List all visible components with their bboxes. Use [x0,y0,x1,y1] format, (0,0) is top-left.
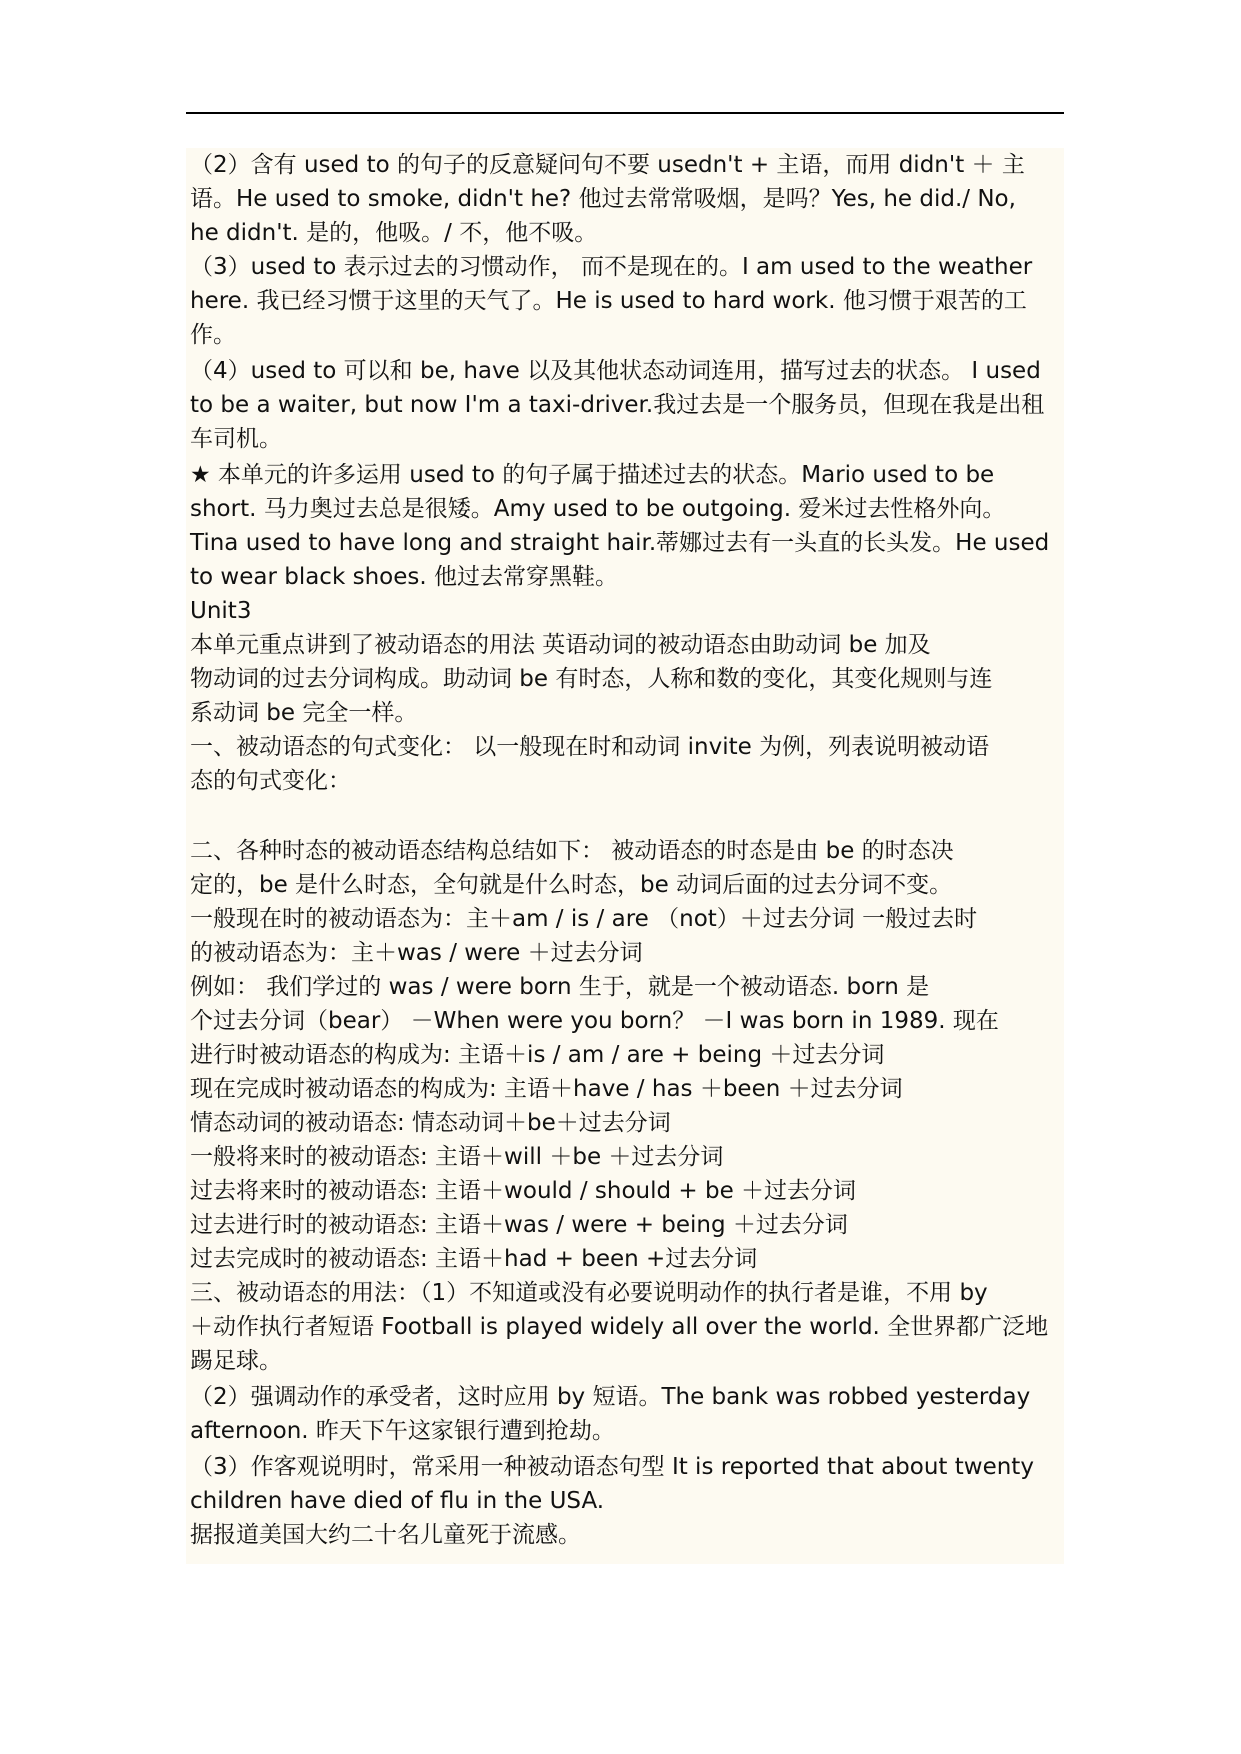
text-line: （2）含有 used to 的句子的反意疑问句不要 usedn't + 主语，而用 didn't ＋ 主 [190,152,1025,178]
text-line: 的被动语态为：主＋was / were ＋过去分词 [190,940,643,966]
text-line: （3）used to 表示过去的习惯动作， 而不是现在的。I am used to the weather [190,254,1033,280]
document-body [186,148,1064,1564]
text-line: 踢足球。 [190,1348,282,1374]
text-line: 例如： 我们学过的 was / were born 生于，就是一个被动语态. born 是 [190,974,930,1000]
text-line: Tina used to have long and straight hair.蒂娜过去有一头直的长头发。He used [190,530,1050,556]
section-heading: 一、被动语态的句式变化： 以一般现在时和动词 invite 为例，列表说明被动语 [190,734,990,760]
text-line: 现在完成时被动语态的构成为: 主语＋have / has ＋been ＋过去分词 [190,1076,903,1102]
text-line: 过去完成时的被动语态: 主语＋had + been +过去分词 [190,1246,758,1272]
text-line: 语。He used to smoke, didn't he? 他过去常常吸烟，是吗？Yes, he did./ No, [190,186,1016,212]
text-line: （3）作客观说明时，常采用一种被动语态句型 It is reported that about twenty [190,1454,1034,1480]
text-line: to wear black shoes. 他过去常穿黑鞋。 [190,564,618,590]
text-line: he didn't. 是的，他吸。/ 不，他不吸。 [190,220,598,246]
text-line: 物动词的过去分词构成。助动词 be 有时态，人称和数的变化，其变化规则与连 [190,666,993,692]
text-line: 据报道美国大约二十名儿童死于流感。 [190,1522,581,1548]
text-line: afternoon. 昨天下午这家银行遭到抢劫。 [190,1418,615,1444]
unit-heading: Unit3 [190,598,252,624]
section-heading: 二、各种时态的被动语态结构总结如下： 被动语态的时态是由 be 的时态决 [190,838,954,864]
text-line: 过去进行时的被动语态: 主语＋was / were + being ＋过去分词 [190,1212,848,1238]
text-line: 一般现在时的被动语态为：主＋am / is / are （not）＋过去分词 一般过去时 [190,906,978,932]
text-line: 车司机。 [190,426,282,452]
text-line: ★ 本单元的许多运用 used to 的句子属于描述过去的状态。Mario used to be [190,462,995,488]
text-line: 情态动词的被动语态: 情态动词＋be＋过去分词 [190,1110,671,1136]
section-heading: 三、被动语态的用法：（1）不知道或没有必要说明动作的执行者是谁，不用 by [190,1280,988,1306]
text-line: 进行时被动语态的构成为: 主语＋is / am / are + being ＋过去分词 [190,1042,885,1068]
text-line: 本单元重点讲到了被动语态的用法 英语动词的被动语态由助动词 be 加及 [190,632,931,658]
text-line: （4）used to 可以和 be, have 以及其他状态动词连用，描写过去的状态。 I used [190,358,1041,384]
text-line: children have died of flu in the USA. [190,1488,605,1514]
header-rule [186,112,1064,114]
text-line: here. 我已经习惯于这里的天气了。He is used to hard work. 他习惯于艰苦的工 [190,288,1027,314]
text-line: short. 马力奥过去总是很矮。Amy used to be outgoing. 爱米过去性格外向。 [190,496,1006,522]
text-line: （2）强调动作的承受者，这时应用 by 短语。The bank was robbed yesterday [190,1384,1031,1410]
text-line: 定的，be 是什么时态，全句就是什么时态，be 动词后面的过去分词不变。 [190,872,953,898]
text-line: 过去将来时的被动语态: 主语＋would / should + be ＋过去分词 [190,1178,857,1204]
text-line: 作。 [190,322,236,348]
text-line: ＋动作执行者短语 Football is played widely all over the world. 全世界都广泛地 [190,1314,1049,1340]
text-line: 态的句式变化： [190,768,351,794]
text-line: 一般将来时的被动语态: 主语＋will ＋be ＋过去分词 [190,1144,724,1170]
text-line: 系动词 be 完全一样。 [190,700,418,726]
text-line: to be a waiter, but now I'm a taxi-driver.我过去是一个服务员，但现在我是出租 [190,392,1045,418]
text-line: 个过去分词（bear） －When were you born？ －I was born in 1989. 现在 [190,1008,999,1034]
